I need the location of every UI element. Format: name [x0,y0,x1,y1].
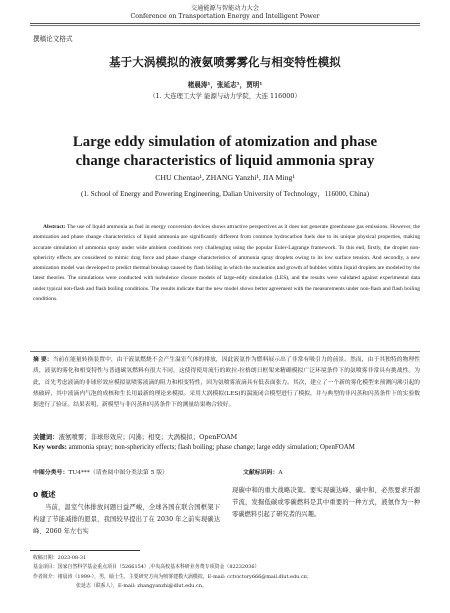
intro-right-column: 现碳中和的重大战略决策。要实现碳达峰、碳中和，必然要求开源节流，发掘低碳或零碳燃料是其中重要的一种方式，液氨作为一种零碳燃料引起了研究者的兴趣。 [232,487,420,518]
doc-code-label: 文献标识码： [243,470,279,476]
header-rule [30,23,420,24]
footnote-fund: 基金项目：国家自然科学基金重点项目（5266154）,中央高校基本科研业务费专项资金（82232036） [33,564,260,571]
classification-line [33,467,420,476]
doc-code-value: A [278,470,283,476]
document-code [243,467,393,476]
zh-abstract-label: 摘 要： [33,357,53,363]
running-header [0,5,450,21]
clc-number [33,467,243,476]
zh-abstract-text: 当前在能量转换装置中，由于液氨燃烧不会产生温室气体的排放，因此液氨作为燃料展示出了非常有吸引力的前景。然而，由于其独特的物理性质，液氨的雾化和相变特性与普通碳氢燃料有很大不同，这使得使用流行的欧拉-拉格朗日框架来精确模拟广泛环境条件下的氨喷雾非常具有挑战性。为此，首先考虑液滴的非球形效应模拟氨喷雾液滴的阻力和相变特性，因为氨喷雾液滴具有低表面张力。其次，建立了一个新的雾化模型来预测闪沸引起的热破碎，其中液滴内气泡的成核和生长用最新的理论来模拟。采用大涡模拟(LES)的湍流闭合模型进行了模拟，并与典型的非闪蒸和闪蒸条件下的实验数据进行了验证。结果表明，新模型与非闪蒸和闪蒸条件下的测量结果吻合较好。 [33,357,420,409]
en-title-line-1: Large eddy simulation of atomization and phase [72,134,378,150]
en-authors: CHU Chentao¹, ZHANG Yanzhi¹, JIA Ming¹ [155,173,295,182]
running-header-zh: 交通能源与智能动力大会 [190,5,260,12]
en-title [0,133,450,171]
intro-left-column: 当前，温室气体排放问题日益严峻，全球各国在联合国框架下构建了节能减排的愿景，我国较早提出了在 2030 年之前实现碳达峰、2060 年左右实 [33,504,220,535]
footnote-contact: 张延志（联系人），E-mail: zhangyanzhi@dlut.edu.cn。 [76,583,207,590]
footnote-rule [30,550,140,551]
zh-authors: 楮晨涛¹，张延志¹，贾明¹ [187,81,263,89]
zh-keywords-label: 关键词： [33,433,59,441]
en-keywords [33,443,420,453]
en-title-line-2: change characteristics of liquid ammonia spray [75,153,375,169]
zh-affiliation: （1. 大连理工大学 能源与动力学院，大连 116000） [149,92,301,100]
clc-label: 中图分类号： [33,470,69,476]
header-rule-thin [30,25,420,26]
abstract-divider [30,351,420,352]
zh-title: 基于大涡模拟的液氨喷雾雾化与相变特性模拟 [109,55,341,69]
section-heading-overview: 0 概述 [33,490,56,499]
footnote-author-bio: 作者简介：褚晨涛（1999-），男，硕士生，主要研究方向为喷雾建模大涡模拟，E-mail: cctvictory666@mail.dlut.edu.cn； [33,573,312,580]
zh-keywords-text: 液氨喷雾；非球形效应；闪沸；相变；大涡模拟；OpenFOAM [58,433,238,441]
footnote-received: 收稿日期：2023-08-31 [33,555,87,561]
en-abstract-text: The use of liquid ammonia as fuel in energy conversion devices shows attractive perspectives as it does not generate greenhouse gas emissions. However, the atomization and phase change characteristics of liquid ammonia are significantly different from common hydrocarbon fuels due to its unique physical properties, making accurate simulation of ammonia spray under wide ambient conditions very challenging using the popular Euler-Lagrange framework. To this end, firstly, the droplet non-sphericity effects are considered to mimic drag force and phase change characteristics of ammonia spray droplets owing to its low surface tension. And secondly, a new atomization model was developed to predict thermal breakup caused by flash boiling in which the nucleation and growth of bubbles within liquid droplets are modeled by the latest theories. The simulations were conducted with turbulence closure models of large-eddy simulation (LES), and the results were validated against experimental data under typical non-flash and flash boiling conditions. The results indicate that the new model shows better agreement with the measurements under non-flash and flash boiling conditions. [33,224,420,303]
footnotes [33,554,422,592]
clc-value: TU4***（请查阅中图分类法第 5 版） [68,470,169,476]
en-keywords-label: Key words: [33,444,67,451]
zh-keywords [33,432,420,442]
en-affiliation: (1. School of Energy and Powering Engineering, Dalian University of Technology，116000, China) [80,190,369,198]
running-header-en: Conference on Transportation Energy and Intelligent Power [130,13,320,20]
en-abstract-label: Abstract: [43,224,66,230]
zh-abstract [33,355,420,411]
en-abstract [33,222,420,304]
en-keywords-text: ammonia spray; non-sphericity effects; flash boiling; phase change; large eddy simulation; OpenFOAM [68,444,355,451]
article-type: 撰稿论文格式 [33,35,73,43]
